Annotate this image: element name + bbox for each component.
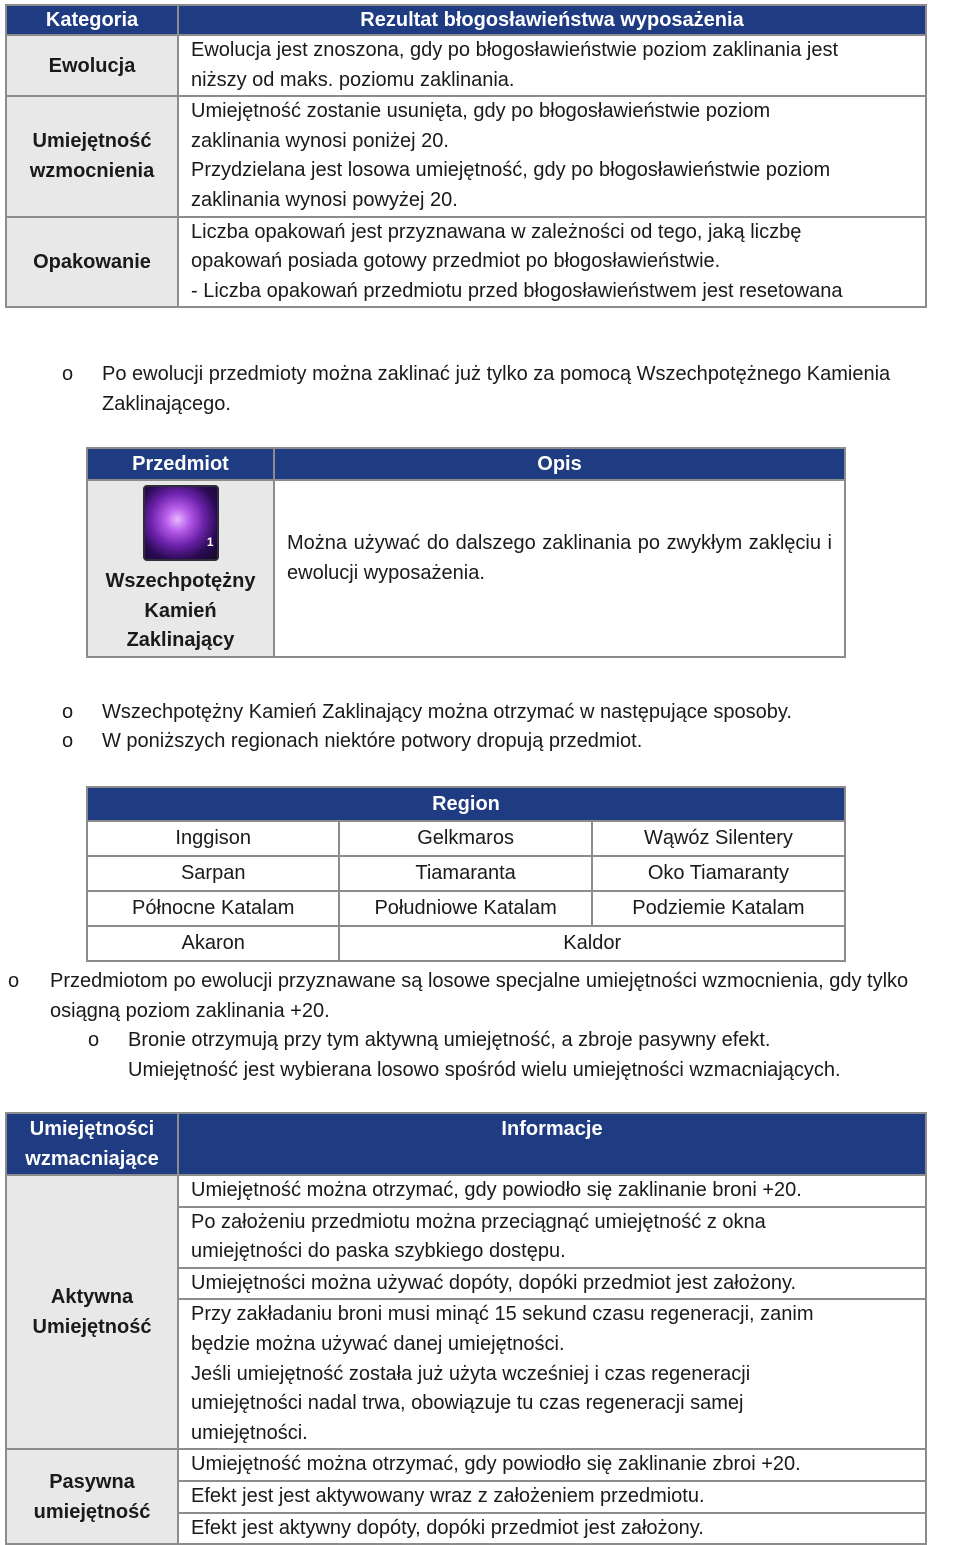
bullet-weapons-armor — [88, 1026, 948, 1086]
region-cell: Wąwóz Silentery — [592, 821, 845, 856]
item-description — [274, 480, 845, 657]
info-row — [179, 1208, 925, 1269]
region-table — [86, 786, 846, 962]
bullet-text: W poniższych regionach niektóre potwory dropują przedmiot. — [102, 730, 643, 752]
region-cell: Gelkmaros — [339, 821, 591, 856]
stack-count: 1 — [206, 535, 214, 549]
bullet-text — [128, 1026, 948, 1085]
result-line: opakowań posiada gotowy przedmiot po błogosławieństwie. — [191, 250, 721, 273]
item-cell — [87, 480, 274, 657]
region-cell: Kaldor — [339, 926, 845, 961]
header-enhancement-skills: Umiejętności wzmacniające — [6, 1113, 178, 1175]
result-line: niższy od maks. poziomu zaklinania. — [191, 68, 515, 91]
passive-skill-info — [178, 1449, 926, 1544]
region-cell: Akaron — [87, 926, 339, 961]
enhancement-skills-table — [5, 1112, 927, 1545]
region-cell: Południowe Katalam — [339, 891, 591, 926]
result-line: Umiejętność zostanie usunięta, gdy po błogosławieństwie poziom — [191, 100, 771, 123]
info-line: Jeśli umiejętność została już użyta wcześniej i czas regeneracji — [191, 1362, 751, 1385]
info-line: Umiejętność można otrzymać, gdy powiodło się zaklinanie zbroi +20. — [191, 1453, 801, 1476]
bullet-line: Bronie otrzymują przy tym aktywną umiejętność, a zbroje pasywny efekt. — [128, 1029, 771, 1051]
header-information: Informacje — [178, 1113, 926, 1175]
bullet-regions-drop — [62, 727, 942, 757]
item-table — [86, 447, 846, 658]
header-description: Opis — [274, 448, 845, 480]
bullet-marker: o — [8, 970, 20, 992]
bullet-evolution-enchant — [62, 360, 942, 420]
category-packing: Opakowanie — [6, 217, 178, 308]
bullet-marker: o — [62, 701, 74, 723]
item-name: Wszechpotężny Kamień Zaklinający — [105, 570, 256, 652]
region-cell: Sarpan — [87, 856, 339, 891]
bullet-how-to-obtain — [62, 698, 942, 728]
info-row — [179, 1450, 925, 1482]
bullet-marker: o — [62, 363, 74, 385]
result-line: zaklinania wynosi powyżej 20. — [191, 188, 458, 211]
header-region: Region — [87, 787, 845, 821]
purple-enchant-stone-icon — [143, 485, 219, 561]
region-cell: Inggison — [87, 821, 339, 856]
header-item: Przedmiot — [87, 448, 274, 480]
info-row — [179, 1514, 925, 1544]
blessing-result-table — [5, 4, 927, 308]
result-line: - Liczba opakowań przedmiotu przed błogosławieństwem jest resetowana — [191, 279, 843, 302]
result-line: Liczba opakowań jest przyznawana w zależności od tego, jaką liczbę — [191, 220, 802, 243]
info-line: będzie można używać danej umiejętności. — [191, 1332, 565, 1355]
description-text: Można używać do dalszego zaklinania po zwykłym zaklęciu i ewolucji wyposażenia. — [287, 532, 832, 584]
active-skill-info — [178, 1175, 926, 1449]
region-cell: Podziemie Katalam — [592, 891, 845, 926]
result-packing — [178, 217, 926, 308]
header-blessing-result: Rezultat błogosławieństwa wyposażenia — [178, 5, 926, 35]
bullet-random-skills — [8, 967, 948, 1027]
region-cell: Tiamaranta — [339, 856, 591, 891]
info-line: Po założeniu przedmiotu można przeciągnąć umiejętność z okna — [191, 1210, 766, 1233]
bullet-marker: o — [62, 730, 74, 752]
bullet-text: Po ewolucji przedmioty można zaklinać już tylko za pomocą Wszechpotężnego Kamienia Zaklinającego. — [102, 363, 891, 415]
header-category: Kategoria — [6, 5, 178, 35]
info-line: umiejętności do paska szybkiego dostępu. — [191, 1240, 566, 1263]
bullet-text: Wszechpotężny Kamień Zaklinający można otrzymać w następujące sposoby. — [102, 701, 792, 723]
info-line: Efekt jest jest aktywowany wraz z założeniem przedmiotu. — [191, 1484, 705, 1507]
category-enhancement-skill: Umiejętność wzmocnienia — [6, 96, 178, 216]
info-line: Efekt jest aktywny dopóty, dopóki przedmiot jest założony. — [191, 1516, 704, 1539]
bullet-marker: o — [88, 1029, 100, 1051]
result-line: zaklinania wynosi poniżej 20. — [191, 129, 449, 152]
result-evolution — [178, 35, 926, 96]
bullet-text: Przedmiotom po ewolucji przyznawane są losowe specjalne umiejętności wzmocnienia, gdy tylko osiągną poziom zaklinania +20. — [50, 970, 909, 1022]
result-enhancement-skill — [178, 96, 926, 216]
info-line: umiejętności nadal trwa, obowiązuje tu czas regeneracji samej — [191, 1392, 744, 1415]
category-active-skill: Aktywna Umiejętność — [6, 1175, 178, 1449]
info-line: Umiejętność można otrzymać, gdy powiodło się zaklinanie broni +20. — [191, 1179, 802, 1201]
info-line: Przy zakładaniu broni musi minąć 15 sekund czasu regeneracji, zanim — [191, 1303, 814, 1326]
info-row — [179, 1176, 925, 1208]
info-line: Umiejętności można używać dopóty, dopóki przedmiot jest założony. — [191, 1271, 797, 1294]
category-passive-skill: Pasywna umiejętność — [6, 1449, 178, 1544]
info-row — [179, 1482, 925, 1514]
info-line: umiejętności. — [191, 1421, 308, 1444]
category-evolution: Ewolucja — [6, 35, 178, 96]
info-row — [179, 1300, 925, 1448]
bullet-line: Umiejętność jest wybierana losowo spośród wielu umiejętności wzmacniających. — [128, 1058, 841, 1081]
result-line: Ewolucja jest znoszona, gdy po błogosławieństwie poziom zaklinania jest — [191, 39, 839, 61]
info-row — [179, 1269, 925, 1301]
result-line: Przydzielana jest losowa umiejętność, gdy po błogosławieństwie poziom — [191, 159, 831, 182]
region-cell: Północne Katalam — [87, 891, 339, 926]
region-cell: Oko Tiamaranty — [592, 856, 845, 891]
